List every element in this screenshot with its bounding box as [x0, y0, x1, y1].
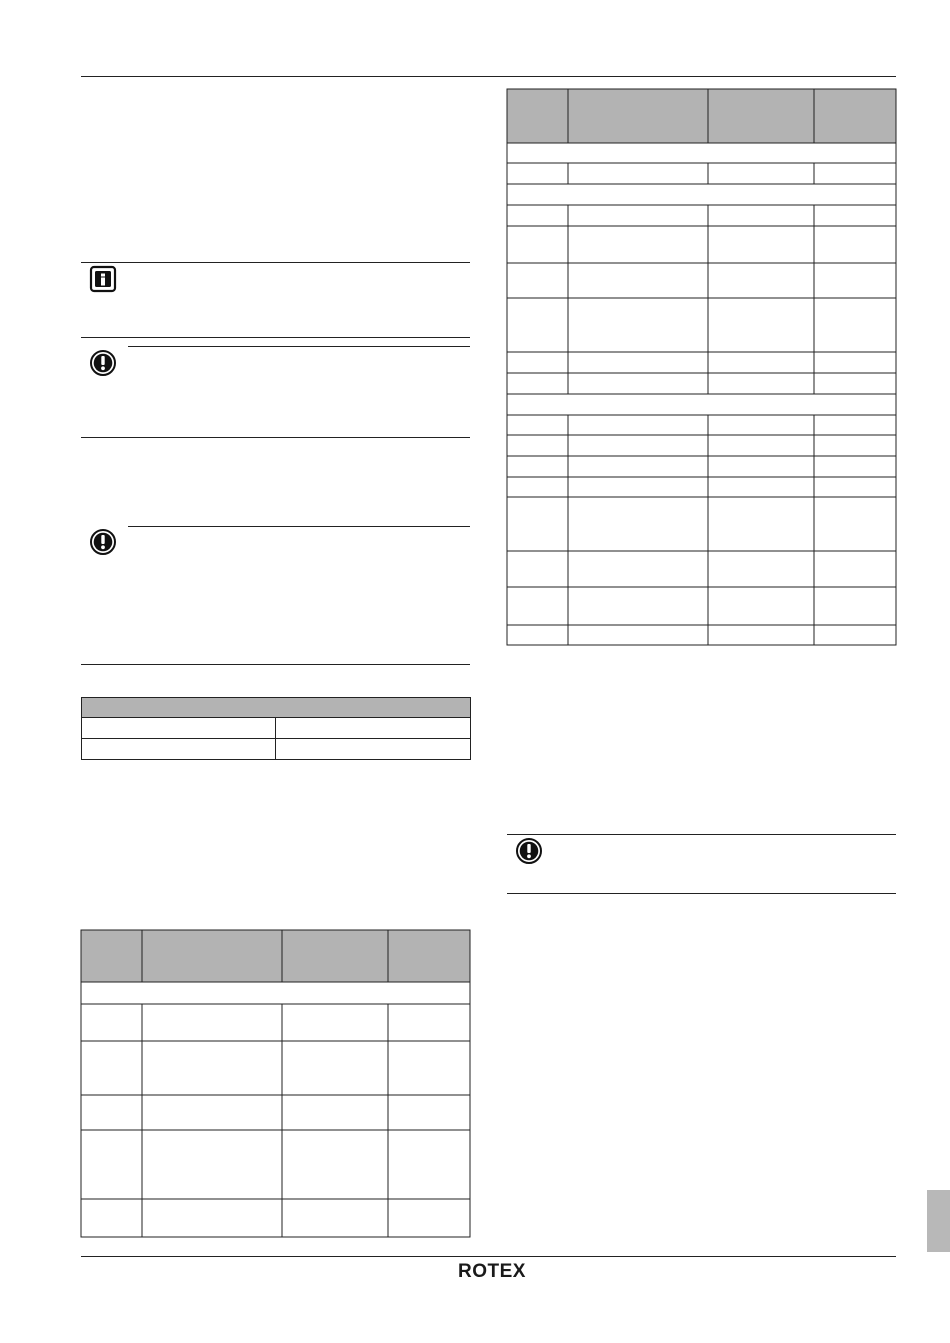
warning-note-3-bottom-rule	[507, 893, 896, 894]
brand-logo: ROTEX	[458, 1261, 526, 1282]
side-chapter-tab	[927, 1190, 950, 1252]
warning-icon	[515, 837, 543, 865]
warning-note-3-top-rule	[507, 834, 896, 835]
footer-rule	[81, 1256, 896, 1257]
